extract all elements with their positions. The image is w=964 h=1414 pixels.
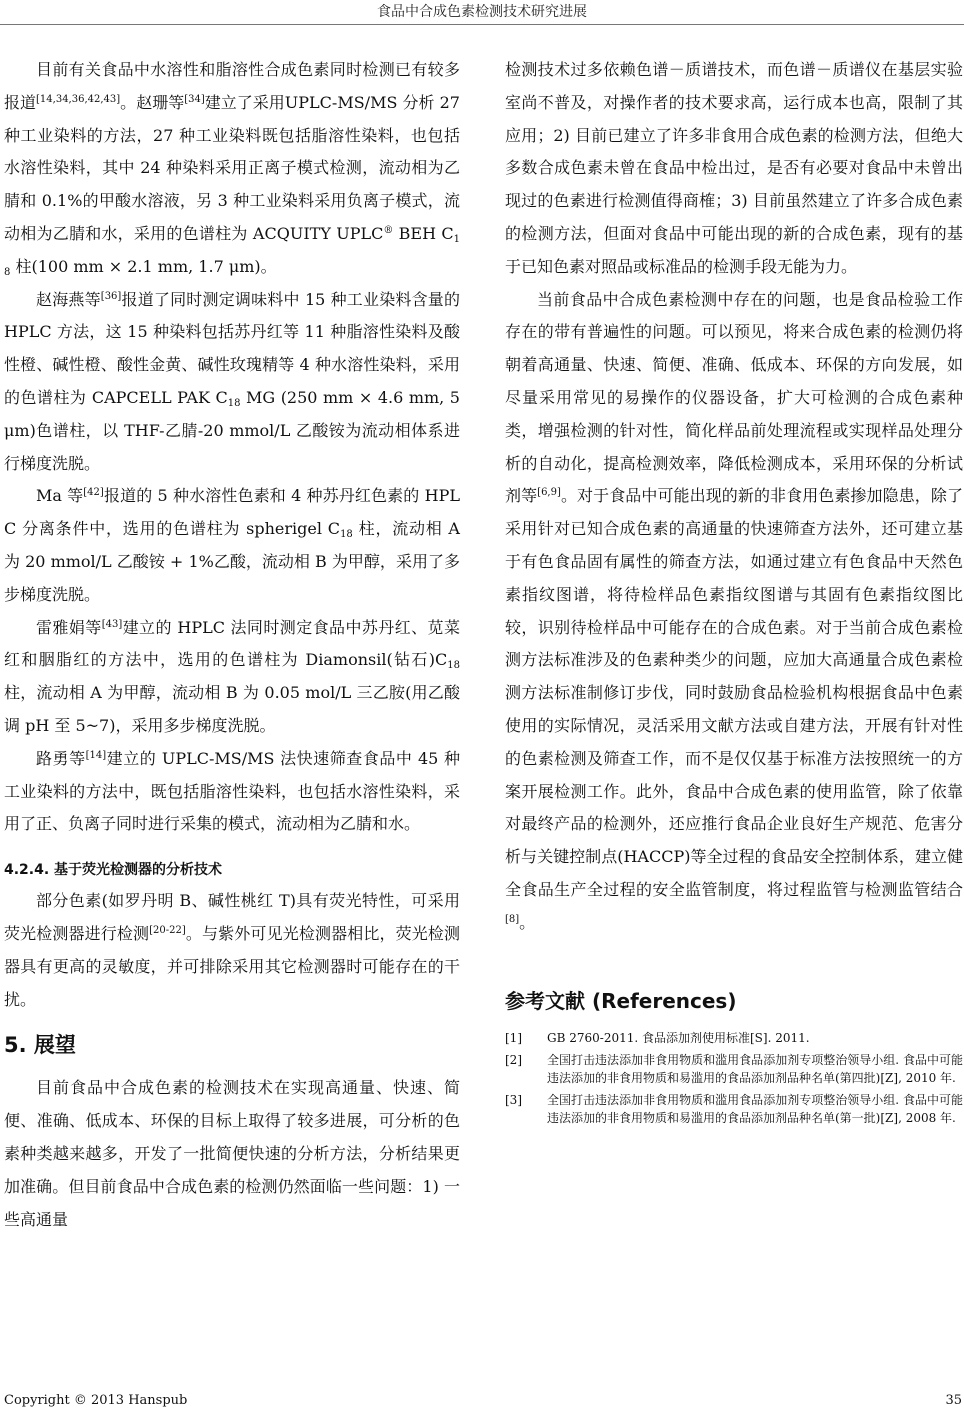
copyright: Copyright © 2013 Hanspub	[4, 1393, 188, 1408]
citation: [6,9]	[537, 487, 561, 499]
page-footer	[4, 1392, 962, 1410]
running-header: 食品中合成色素检测技术研究进展	[377, 4, 587, 20]
subscript: 18	[340, 529, 353, 541]
subscript: 18	[227, 397, 241, 409]
paragraph: 路勇等[14]建立的 UPLC-MS/MS 法快速筛查食品中 45 种工业染料的方法中，既包括脂溶性染料，也包括水溶性染料，采用了正、负离子同时进行采集的模式，流动相为乙腈和水。	[4, 748, 460, 834]
citation: [8]	[505, 913, 520, 925]
reference-number: [2]	[505, 1053, 522, 1068]
references-title: 参考文献 (References)	[505, 988, 737, 1013]
reference-item	[505, 1030, 963, 1048]
paragraph: 赵海燕等[36]报道了同时测定调味料中 15 种工业染料含量的 HPLC 方法，这 15 种染料包括苏丹红等 11 种脂溶性染料及酸性橙、碱性橙、酸性金黄、碱性玫瑰精等 4 种水溶性染料，采用的色谱柱为 CAPCELL PAK $C_{18}$ MG (250 mm × 4.6 mm, 5 μm)色谱柱，以 THF-乙腈-20 mmol/L 乙酸铵为流动相体系进行梯度洗脱。	[4, 289, 460, 473]
subscript: 18	[447, 660, 460, 672]
subscript: 18	[4, 233, 460, 278]
citation: [36]	[100, 290, 122, 302]
paragraph: 检测技术过多依赖色谱－质谱技术，而色谱－质谱仪在基层实验室尚不普及，对操作者的技术要求高，运行成本也高，限制了其应用；2) 目前已建立了许多非食用合成色素的检测方法，但绝大多数合成色素未曾在食品中检出过，是否有必要对食品中未曾出现过的色素进行检测值得商榷；3) 目前虽然建立了许多合成色素的检测方法，但面对食品中可能出现的新的合成色素，现有的基于已知色素对照品或标准品的检测手段无能为力。	[505, 60, 963, 276]
paragraph: 当前食品中合成色素检测中存在的问题，也是食品检验工作存在的带有普遍性的问题。可以预见，将来合成色素的检测仍将朝着高通量、快速、简便、准确、低成本、环保的方向发展，如尽量采用常见的易操作的仪器设备，扩大可检测的合成色素种类，增强检测的针对性，简化样品前处理流程或实现样品处理分析的自动化，提高检测效率，降低检测成本，采用环保的分析试剂等[6,9]。对于食品中可能出现的新的非食用色素掺加隐患，除了采用针对已知合成色素的高通量的快速筛查方法外，还可建立基于有色食品固有属性的筛查方法，如通过建立有色食品中天然色素指纹图谱，将待检样品色素指纹图谱与其固有色素指纹图比较，识别待检样品中可能存在的合成色素。对于当前合成色素检测方法标准涉及的色素种类少的问题，应加大高通量合成色素检测方法标准制修订步伐，同时鼓励食品检验机构根据食品中色素使用的实际情况，灵活采用文献方法或自建方法，开展有针对性的色素检测及筛查工作，而不是仅仅基于标准方法按照统一的方案开展检测工作。此外，食品中合成色素的使用监管，除了依靠对最终产品的检测外，还应推行食品企业良好生产规范、危害分析与关键控制点(HACCP)等全过程的食品安全控制体系，建立健全食品生产全过程的安全监管制度，将过程监管与检测监管结合[8]。	[505, 289, 963, 932]
citation: [14]	[85, 749, 107, 761]
section-subheading: 4.2.4. 基于荧光检测器的分析技术	[4, 862, 223, 879]
reference-list	[505, 1030, 963, 1128]
citation: [43]	[101, 618, 123, 630]
page-number: 35	[945, 1393, 962, 1408]
citation: [34]	[184, 93, 205, 105]
paragraph: Ma 等[42]报道的 5 种水溶性色素和 4 种苏丹红色素的 HPLC 分离条件中，选用的色谱柱为 spherigel $C_{18}$ 柱，流动相 A 为 20 mmol/L 乙酸铵 + 1%乙酸，流动相 B 为甲醇，采用了多步梯度洗脱。	[4, 486, 460, 604]
paragraph: 目前有关食品中水溶性和脂溶性合成色素同时检测已有较多报道[14,34,36,42,43]。赵珊等[34]建立了采用UPLC-MS/MS 分析 27 种工业染料的方法，27 种工业染料既包括脂溶性染料，也包括水溶性染料，其中 24 种染料采用正离子模式检测，流动相为乙腈和 0.1%的甲酸水溶液，另 3 种工业染料采用负离子模式，流动相为乙腈和水，采用的色谱柱为 ACQUITY UPLC® BEH $C_{18}$ 柱(100 mm × 2.1 mm, 1.7 μm)。	[4, 60, 460, 278]
right-column	[505, 54, 963, 1132]
reference-text: 全国打击违法添加非食用物质和滥用食品添加剂专项整治领导小组. 食品中可能违法添加的非食用物质和易滥用的食品添加剂品种名单(第四批)[Z], 2010 年.	[547, 1053, 963, 1085]
reference-item	[505, 1092, 963, 1127]
citation: [42]	[83, 487, 104, 499]
header-rule	[0, 24, 964, 25]
citation: [14,34,36,42,43]	[36, 93, 121, 105]
left-column	[4, 54, 460, 1236]
reference-number: [1]	[505, 1030, 522, 1045]
reference-text: 全国打击违法添加非食用物质和滥用食品添加剂专项整治领导小组. 食品中可能违法添加的非食用物质和易滥用的食品添加剂品种名单(第一批)[Z], 2008 年.	[547, 1093, 963, 1125]
section-heading: 5. 展望	[4, 1033, 76, 1058]
paragraph: 部分色素(如罗丹明 B、碱性桃红 T)具有荧光特性，可采用荧光检测器进行检测[20-22]。与紫外可见光检测器相比，荧光检测器具有更高的灵敏度，并可排除采用其它检测器时可能存在的干扰。	[4, 891, 460, 1009]
citation: [20-22]	[149, 924, 186, 936]
paragraph: 雷雅娟等[43]建立的 HPLC 法同时测定食品中苏丹红、苋菜红和胭脂红的方法中，选用的色谱柱为 Diamonsil(钻石)$C_{18}$ 柱，流动相 A 为甲醇，流动相 B 为 0.05 mol/L 三乙胺(用乙酸调 pH 至 5~7)，采用多步梯度洗脱。	[4, 617, 460, 735]
reference-text: GB 2760-2011. 食品添加剂使用标准[S]. 2011.	[547, 1030, 810, 1045]
reference-item	[505, 1052, 963, 1087]
reference-number: [3]	[505, 1093, 522, 1108]
paragraph: 目前食品中合成色素的检测技术在实现高通量、快速、简便、准确、低成本、环保的目标上取得了较多进展，可分析的色素种类越来越多，开发了一批简便快速的分析方法，分析结果更加准确。但目前食品中合成色素的检测仍然面临一些问题：1) 一些高通量	[4, 1078, 460, 1229]
registered-mark: ®	[383, 224, 394, 236]
